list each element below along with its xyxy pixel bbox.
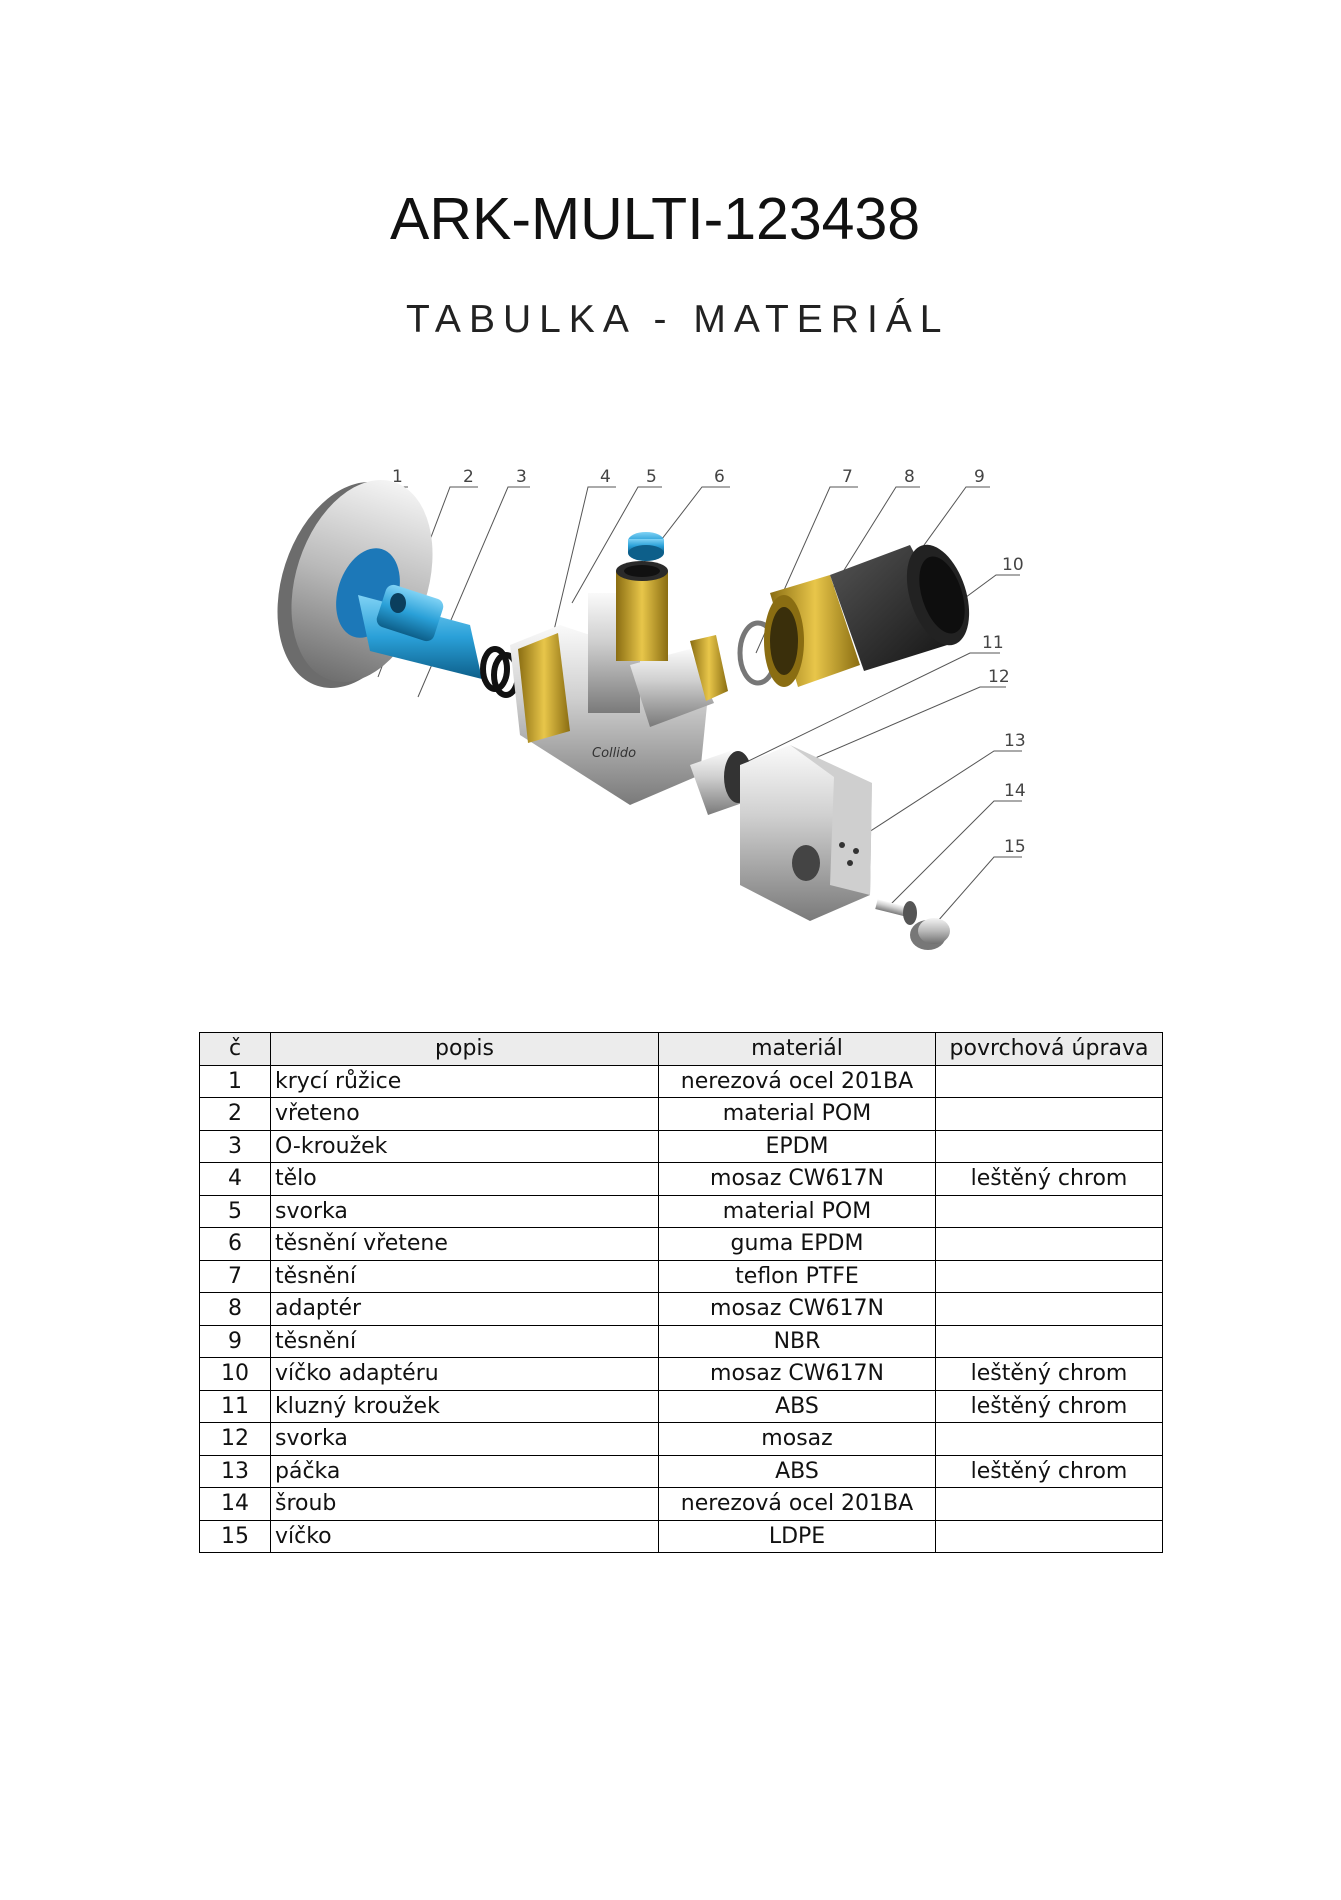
cell-description: O-kroužek — [271, 1130, 659, 1163]
cell-surface — [936, 1520, 1163, 1553]
callout-3: 3 — [516, 467, 527, 487]
cell-material: nerezová ocel 201BA — [659, 1488, 936, 1521]
table-row — [200, 1065, 1163, 1098]
cell-surface — [936, 1423, 1163, 1456]
header-material: materiál — [659, 1033, 936, 1066]
table-row — [200, 1293, 1163, 1326]
cell-material: guma EPDM — [659, 1228, 936, 1261]
header-number: č — [200, 1033, 271, 1066]
header-description: popis — [271, 1033, 659, 1066]
cell-surface — [936, 1098, 1163, 1131]
cell-description: vřeteno — [271, 1098, 659, 1131]
header-surface-finish: povrchová úprava — [936, 1033, 1163, 1066]
materials-table — [199, 1032, 1163, 1553]
cell-material: nerezová ocel 201BA — [659, 1065, 936, 1098]
cell-description: adaptér — [271, 1293, 659, 1326]
cell-number: 13 — [200, 1455, 271, 1488]
cell-number: 2 — [200, 1098, 271, 1131]
table-row — [200, 1130, 1163, 1163]
cell-material: mosaz CW617N — [659, 1358, 936, 1391]
cell-number: 11 — [200, 1390, 271, 1423]
callout-7: 7 — [842, 467, 853, 487]
part-lever — [740, 745, 872, 921]
cell-description: tělo — [271, 1163, 659, 1196]
table-row — [200, 1228, 1163, 1261]
callout-8: 8 — [904, 467, 915, 487]
callout-14: 14 — [1004, 781, 1026, 801]
cell-surface — [936, 1195, 1163, 1228]
cell-material: EPDM — [659, 1130, 936, 1163]
cell-material: NBR — [659, 1325, 936, 1358]
cell-surface — [936, 1130, 1163, 1163]
table-row — [200, 1195, 1163, 1228]
part-clamp — [628, 532, 664, 561]
table-row — [200, 1163, 1163, 1196]
cell-surface — [936, 1228, 1163, 1261]
document-title: ARK-MULTI-123438 — [390, 186, 921, 252]
cell-description: krycí růžice — [271, 1065, 659, 1098]
document-subtitle: TABULKA - MATERIÁL — [406, 298, 950, 341]
cell-surface: leštěný chrom — [936, 1455, 1163, 1488]
cell-material: mosaz CW617N — [659, 1293, 936, 1326]
cell-material: material POM — [659, 1098, 936, 1131]
table-row — [200, 1488, 1163, 1521]
table-row — [200, 1098, 1163, 1131]
table-row — [200, 1455, 1163, 1488]
cell-number: 14 — [200, 1488, 271, 1521]
callout-5: 5 — [646, 467, 657, 487]
table-row — [200, 1358, 1163, 1391]
cell-description: páčka — [271, 1455, 659, 1488]
brand-mark: Collido — [592, 746, 637, 761]
callout-10: 10 — [1002, 555, 1024, 575]
cell-number: 12 — [200, 1423, 271, 1456]
cell-material: mosaz — [659, 1423, 936, 1456]
table-row — [200, 1260, 1163, 1293]
cell-surface: leštěný chrom — [936, 1390, 1163, 1423]
cell-number: 10 — [200, 1358, 271, 1391]
cell-surface: leštěný chrom — [936, 1163, 1163, 1196]
cell-material: mosaz CW617N — [659, 1163, 936, 1196]
cell-number: 5 — [200, 1195, 271, 1228]
callout-13: 13 — [1004, 731, 1026, 751]
cell-material: material POM — [659, 1195, 936, 1228]
callout-6: 6 — [714, 467, 725, 487]
cell-surface — [936, 1293, 1163, 1326]
cell-number: 15 — [200, 1520, 271, 1553]
cell-description: svorka — [271, 1423, 659, 1456]
cell-material: teflon PTFE — [659, 1260, 936, 1293]
callout-1: 1 — [392, 467, 403, 487]
callout-2: 2 — [463, 467, 474, 487]
callout-11: 11 — [982, 633, 1004, 653]
cell-description: kluzný kroužek — [271, 1390, 659, 1423]
cell-surface — [936, 1325, 1163, 1358]
part-spindle-seal — [616, 561, 668, 661]
cell-description: víčko adaptéru — [271, 1358, 659, 1391]
callout-4: 4 — [600, 467, 611, 487]
cell-number: 8 — [200, 1293, 271, 1326]
cell-number: 4 — [200, 1163, 271, 1196]
table-row — [200, 1325, 1163, 1358]
cell-number: 6 — [200, 1228, 271, 1261]
callout-9: 9 — [974, 467, 985, 487]
cell-material: LDPE — [659, 1520, 936, 1553]
cell-surface: leštěný chrom — [936, 1358, 1163, 1391]
cell-description: těsnění — [271, 1325, 659, 1358]
table-header-row — [200, 1033, 1163, 1066]
cell-material: ABS — [659, 1455, 936, 1488]
cell-number: 3 — [200, 1130, 271, 1163]
cell-description: těsnění vřetene — [271, 1228, 659, 1261]
callout-12: 12 — [988, 667, 1010, 687]
table-row — [200, 1390, 1163, 1423]
table-row — [200, 1520, 1163, 1553]
cell-number: 9 — [200, 1325, 271, 1358]
cell-number: 7 — [200, 1260, 271, 1293]
cell-material: ABS — [659, 1390, 936, 1423]
table-row — [200, 1423, 1163, 1456]
cell-description: svorka — [271, 1195, 659, 1228]
cell-description: víčko — [271, 1520, 659, 1553]
cell-description: těsnění — [271, 1260, 659, 1293]
callout-15: 15 — [1004, 837, 1026, 857]
cell-number: 1 — [200, 1065, 271, 1098]
part-cap — [910, 918, 950, 950]
cell-surface — [936, 1260, 1163, 1293]
part-screw — [875, 899, 917, 925]
cell-surface — [936, 1065, 1163, 1098]
exploded-valve-drawing — [270, 465, 1030, 985]
cell-surface — [936, 1488, 1163, 1521]
cell-description: šroub — [271, 1488, 659, 1521]
